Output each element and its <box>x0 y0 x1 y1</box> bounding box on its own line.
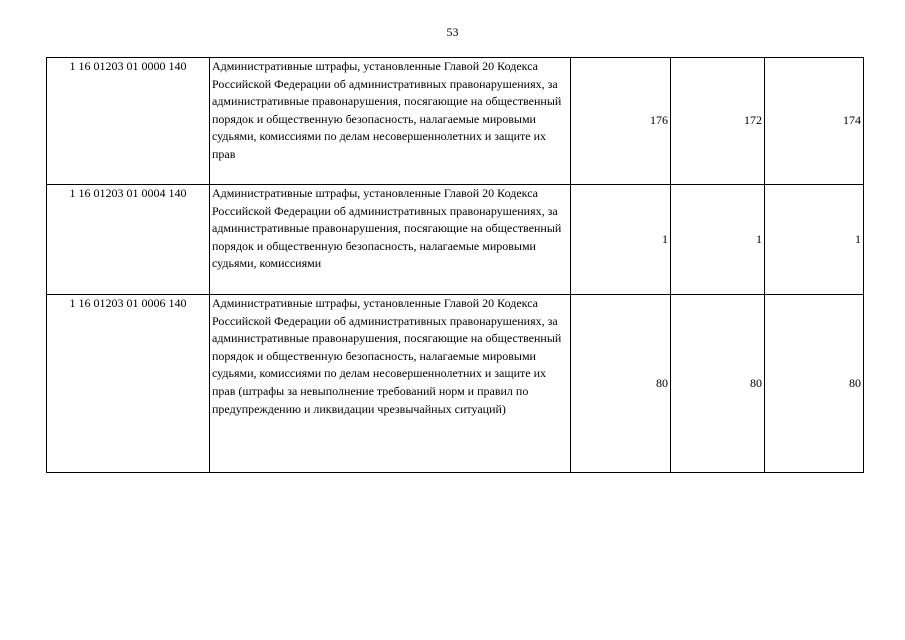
budget-code-cell: 1 16 01203 01 0006 140 <box>47 295 210 473</box>
value-cell-year-3: 80 <box>765 295 864 473</box>
value-cell-year-1: 1 <box>571 185 671 295</box>
description-cell: Административные штрафы, установленные Главой 20 Кодекса Российской Федерации об административных правонарушениях, за административные правонарушения, посягающие на общественный порядок и общественную безопасность, налагаемые мировыми судьями, комиссиями <box>210 185 571 295</box>
value-cell-year-2: 1 <box>671 185 765 295</box>
revenue-table <box>46 57 864 473</box>
table-row <box>47 185 864 295</box>
value-cell-year-1: 176 <box>571 58 671 185</box>
description-cell: Административные штрафы, установленные Главой 20 Кодекса Российской Федерации об административных правонарушениях, за административные правонарушения, посягающие на общественный порядок и общественную безопасность, налагаемые мировыми судьями, комиссиями по делам несовершеннолетних и защите их прав (штрафы за невыполнение требований норм и правил по предупреждению и ликвидации чрезвычайных ситуаций) <box>210 295 571 473</box>
value-cell-year-3: 174 <box>765 58 864 185</box>
budget-code-cell: 1 16 01203 01 0004 140 <box>47 185 210 295</box>
value-cell-year-1: 80 <box>571 295 671 473</box>
page-number: 53 <box>446 25 459 39</box>
budget-code-cell: 1 16 01203 01 0000 140 <box>47 58 210 185</box>
value-cell-year-2: 80 <box>671 295 765 473</box>
table-row <box>47 58 864 185</box>
description-cell: Административные штрафы, установленные Главой 20 Кодекса Российской Федерации об административных правонарушениях, за административные правонарушения, посягающие на общественный порядок и общественную безопасность, налагаемые мировыми судьями, комиссиями по делам несовершеннолетних и защите их прав <box>210 58 571 185</box>
value-cell-year-2: 172 <box>671 58 765 185</box>
value-cell-year-3: 1 <box>765 185 864 295</box>
table-row <box>47 295 864 473</box>
